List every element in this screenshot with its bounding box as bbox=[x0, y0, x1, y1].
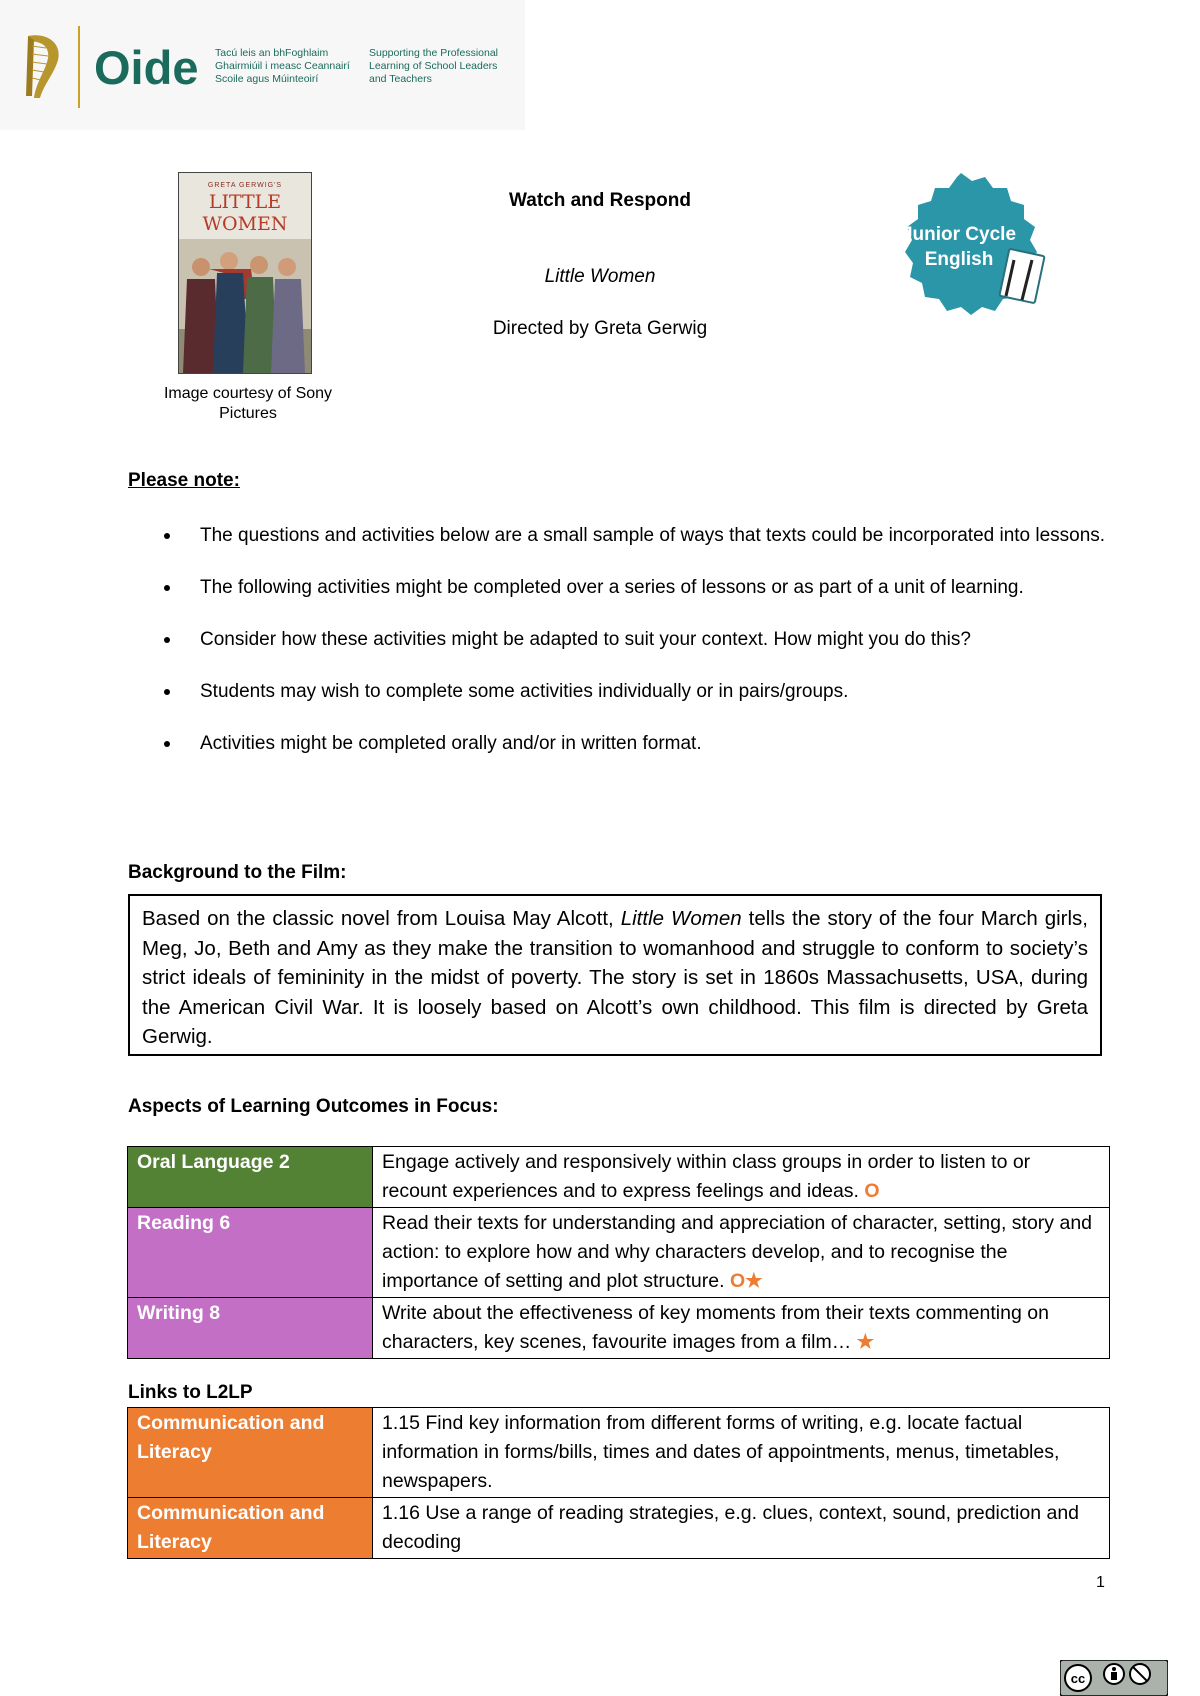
tagline-irish-line: Tacú leis an bhFoghlaim bbox=[215, 47, 329, 59]
list-item bbox=[160, 626, 1120, 653]
please-note-list bbox=[160, 522, 1120, 782]
poster-director-text: GRETA GERWIG'S bbox=[207, 182, 283, 189]
background-text-part: tells the story of the four March girls, Meg, Jo, Beth and Amy as they make the transition to womanhood and struggle to conform to society’s strict ideals of femininity in the midst of poverty. The story is set in 1860s Massachusetts, USA, during the American Civil War. It is loosely based on Alcott’s own childhood. This film is directed by Greta Gerwig. bbox=[142, 907, 1088, 1048]
poster-title-line: WOMEN bbox=[202, 213, 288, 235]
outcome-text-cell bbox=[373, 1208, 1110, 1298]
outcome-code-cell: Reading 6 bbox=[128, 1208, 373, 1298]
tagline-irish-line: Ghairmiúil i measc Ceannairí bbox=[215, 60, 350, 72]
list-item-text: The questions and activities below are a small sample of ways that texts could be incorporated into lessons. bbox=[200, 525, 1106, 546]
outcome-code-cell: Oral Language 2 bbox=[128, 1147, 373, 1208]
table-row bbox=[128, 1147, 1110, 1208]
badge-text-line: Junior Cycle bbox=[901, 224, 1017, 245]
outcome-text: Write about the effectiveness of key moments from their texts commenting on characters, key scenes, favourite images from a film… bbox=[382, 1302, 1049, 1353]
list-item-text: Consider how these activities might be adapted to suit your context. How might you do this? bbox=[200, 629, 971, 650]
outcome-text: Engage actively and responsively within class groups in order to listen to or recount experiences and to express feelings and ideas. bbox=[382, 1151, 1031, 1202]
list-item bbox=[160, 730, 1120, 757]
poster-figures-illustration bbox=[179, 239, 311, 373]
list-item-text: Students may wish to complete some activities individually or in pairs/groups. bbox=[200, 681, 849, 702]
outcome-text-cell bbox=[373, 1147, 1110, 1208]
list-item bbox=[160, 678, 1120, 705]
tagline-english-line: Supporting the Professional bbox=[369, 47, 498, 59]
page-number: 1 bbox=[1096, 1574, 1105, 1591]
film-poster-image bbox=[178, 172, 312, 374]
table-row bbox=[128, 1498, 1110, 1559]
tagline-english-line: Learning of School Leaders bbox=[369, 60, 498, 72]
bullet-icon bbox=[164, 689, 170, 695]
tagline-english bbox=[369, 47, 509, 86]
bullet-icon bbox=[164, 585, 170, 591]
logo-divider bbox=[78, 26, 80, 108]
cc-label: cc bbox=[1070, 1671, 1086, 1686]
l2lp-table bbox=[127, 1407, 1110, 1559]
junior-cycle-english-badge bbox=[886, 168, 1066, 328]
outcome-text: Read their texts for understanding and appreciation of character, setting, story and action: to explore how and why characters develop, and to recognise the importance of setting and plot structure. bbox=[382, 1212, 1093, 1292]
please-note-heading: Please note: bbox=[128, 470, 240, 491]
list-item-text: The following activities might be completed over a series of lessons or as part of a unit of learning. bbox=[200, 577, 1024, 598]
assessment-mark-icon: O bbox=[864, 1180, 880, 1202]
learning-outcomes-table bbox=[127, 1146, 1110, 1359]
harp-icon bbox=[18, 30, 66, 102]
poster-title-line: LITTLE bbox=[208, 191, 282, 213]
poster-caption: Image courtesy of Sony Pictures bbox=[163, 385, 333, 422]
oide-logo-word: Oide bbox=[94, 41, 199, 94]
background-text-part: Based on the classic novel from Louisa May Alcott, bbox=[142, 907, 621, 930]
table-row bbox=[128, 1298, 1110, 1359]
director-line: Directed by Greta Gerwig bbox=[492, 318, 708, 339]
background-heading: Background to the Film: bbox=[128, 862, 347, 883]
list-item bbox=[160, 574, 1120, 601]
l2lp-code-cell: Communication and Literacy bbox=[128, 1498, 373, 1559]
l2lp-text-cell: 1.15 Find key information from different forms of writing, e.g. locate factual information in forms/bills, times and dates of appointments, menus, timetables, newspapers. bbox=[373, 1408, 1110, 1498]
creative-commons-license-icon bbox=[1060, 1660, 1168, 1696]
list-item-text: Activities might be completed orally and/or in written format. bbox=[200, 733, 702, 754]
tagline-irish bbox=[215, 47, 365, 86]
table-row bbox=[128, 1408, 1110, 1498]
film-title: Little Women bbox=[544, 266, 656, 287]
document-title: Watch and Respond bbox=[509, 190, 691, 211]
outcome-text-cell bbox=[373, 1298, 1110, 1359]
star-icon: ★ bbox=[856, 1331, 875, 1353]
l2lp-code-cell: Communication and Literacy bbox=[128, 1408, 373, 1498]
background-text bbox=[142, 904, 1088, 1052]
list-item bbox=[160, 522, 1120, 549]
background-box bbox=[128, 894, 1102, 1056]
l2lp-heading: Links to L2LP bbox=[128, 1382, 253, 1403]
bullet-icon bbox=[164, 533, 170, 539]
l2lp-text-cell: 1.16 Use a range of reading strategies, e.g. clues, context, sound, prediction and decoding bbox=[373, 1498, 1110, 1559]
tagline-english-line: and Teachers bbox=[369, 73, 432, 85]
bullet-icon bbox=[164, 637, 170, 643]
table-row bbox=[128, 1208, 1110, 1298]
assessment-mark-icon: O★ bbox=[729, 1270, 763, 1292]
outcome-code-cell: Writing 8 bbox=[128, 1298, 373, 1359]
tagline-irish-line: Scoile agus Múinteoirí bbox=[215, 73, 319, 85]
badge-text-line: English bbox=[924, 249, 994, 270]
bullet-icon bbox=[164, 741, 170, 747]
learning-outcomes-heading: Aspects of Learning Outcomes in Focus: bbox=[128, 1096, 499, 1117]
background-text-film-title: Little Women bbox=[620, 907, 742, 930]
